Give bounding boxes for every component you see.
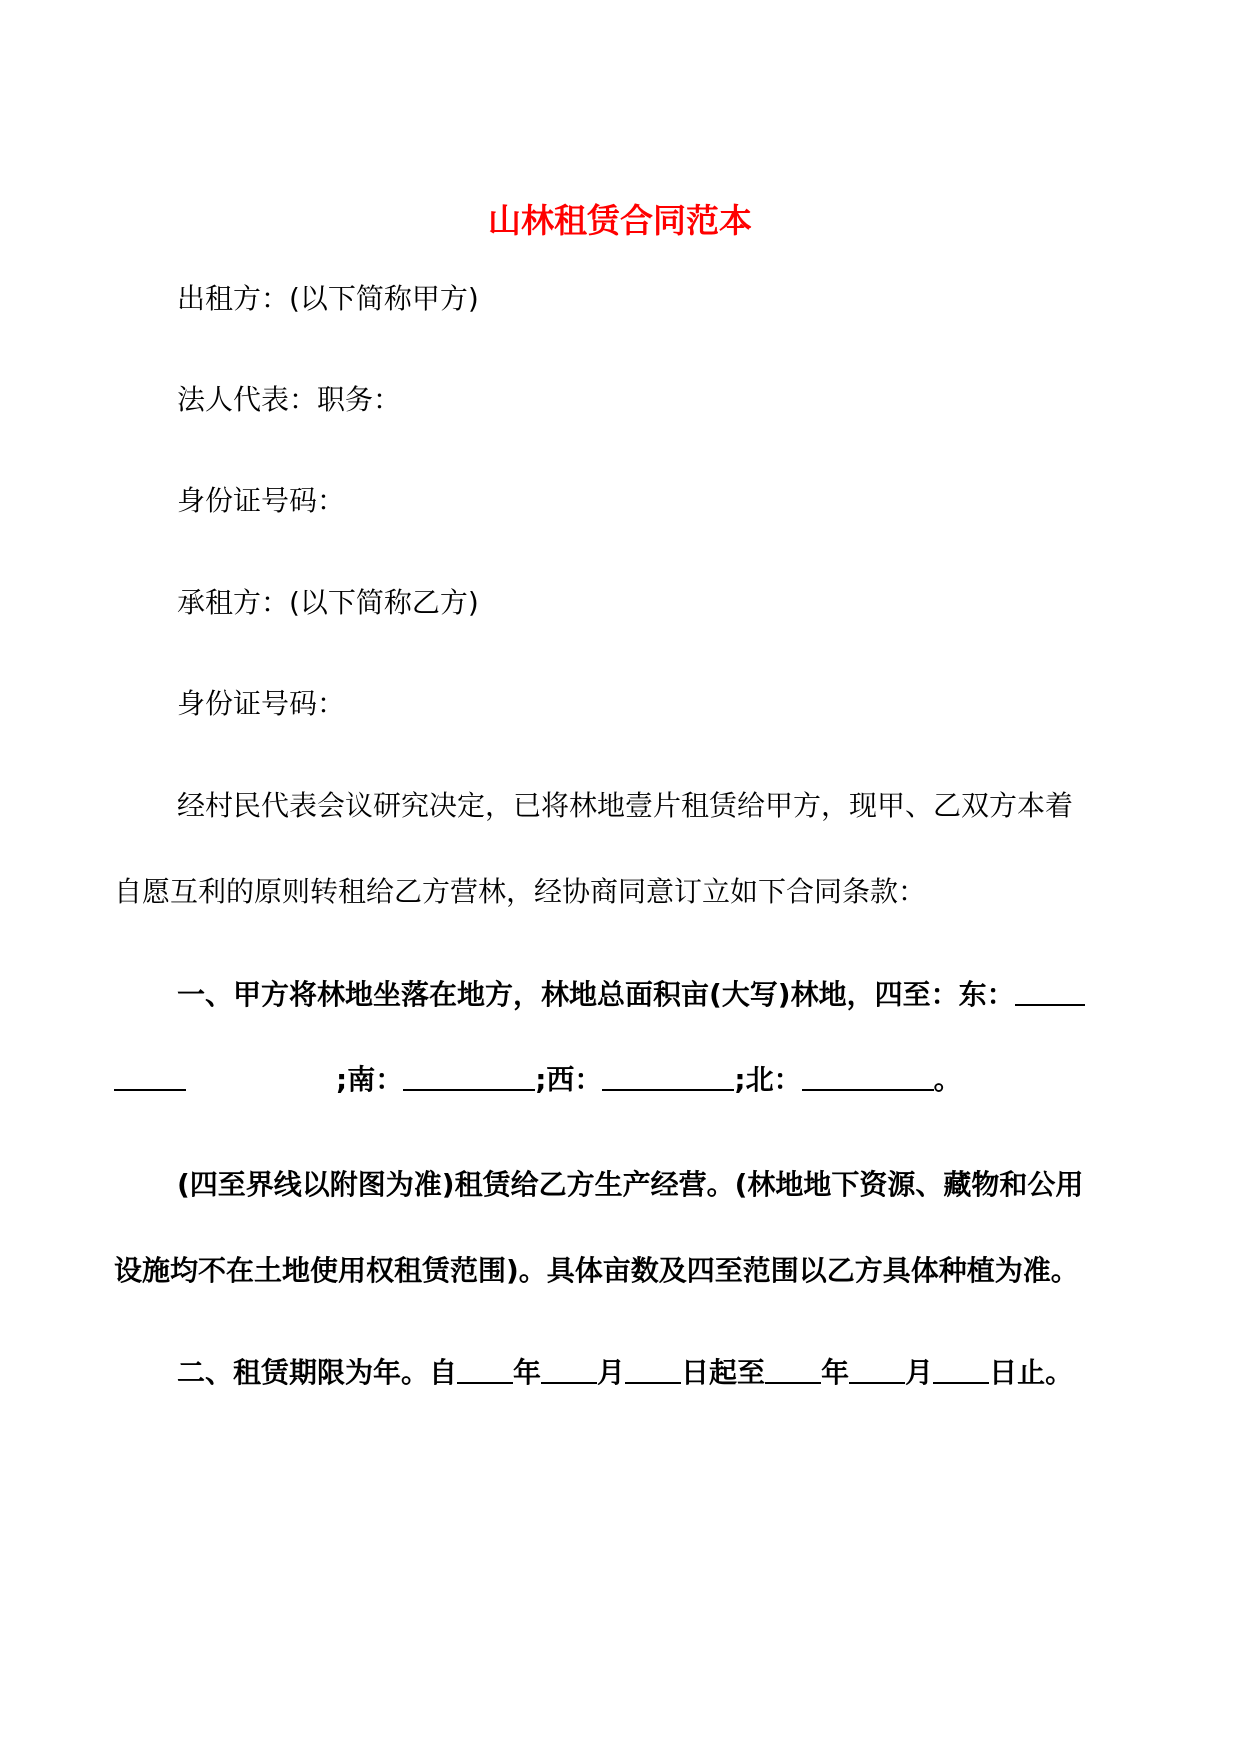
clause-2-prefix: 二、租赁期限为年。自	[177, 1356, 458, 1389]
start-month-blank	[541, 1354, 597, 1384]
end-day-blank	[933, 1354, 989, 1384]
intro-line-1: 经村民代表会议研究决定，已将林地壹片租赁给甲方，现甲、乙双方本着	[177, 789, 1074, 822]
east-boundary-blank	[1015, 976, 1085, 1006]
end-year-blank	[765, 1354, 821, 1384]
west-boundary-blank	[602, 1061, 734, 1091]
clause-1-text: 一、甲方将林地坐落在地方，林地总面积亩(大写)林地，四至：东：	[177, 978, 1015, 1011]
document-title: 山林租赁合同范本	[488, 201, 752, 240]
end-year-label: 年	[821, 1356, 850, 1389]
clause-1-line-2	[114, 1060, 962, 1100]
lessee-id-line: 身份证号码：	[177, 687, 346, 720]
start-day-blank	[625, 1354, 681, 1384]
clause-2-line	[177, 1353, 1073, 1393]
end-day-label: 日止。	[989, 1356, 1074, 1389]
clause-1-line-1	[177, 975, 1085, 1015]
lessee-line: 承租方：(以下简称乙方)	[177, 586, 479, 619]
lessor-id-line: 身份证号码：	[177, 484, 346, 517]
clause-1-end-mark: 。	[933, 1063, 962, 1096]
intro-line-2: 自愿互利的原则转租给乙方营林，经协商同意订立如下合同条款：	[114, 875, 927, 908]
south-label: ;南：	[336, 1063, 404, 1096]
legal-rep-line: 法人代表：职务：	[177, 383, 402, 416]
north-label: ;北：	[734, 1063, 802, 1096]
end-month-blank	[849, 1354, 905, 1384]
clause-1-line-3: (四至界线以附图为准)租赁给乙方生产经营。(林地地下资源、藏物和公用	[177, 1168, 1084, 1201]
end-month-label: 月	[905, 1356, 934, 1389]
south-boundary-blank	[403, 1061, 535, 1091]
west-label: ;西：	[535, 1063, 603, 1096]
lessor-line: 出租方：(以下简称甲方)	[177, 282, 479, 315]
start-month-label: 月	[597, 1356, 626, 1389]
east-boundary-blank-continued	[114, 1061, 186, 1091]
clause-1-line-4: 设施均不在土地使用权租赁范围)。具体亩数及四至范围以乙方具体种植为准。	[114, 1254, 1079, 1287]
start-day-label: 日起至	[681, 1356, 766, 1389]
start-year-blank	[457, 1354, 513, 1384]
north-boundary-blank	[802, 1061, 934, 1091]
start-year-label: 年	[513, 1356, 542, 1389]
